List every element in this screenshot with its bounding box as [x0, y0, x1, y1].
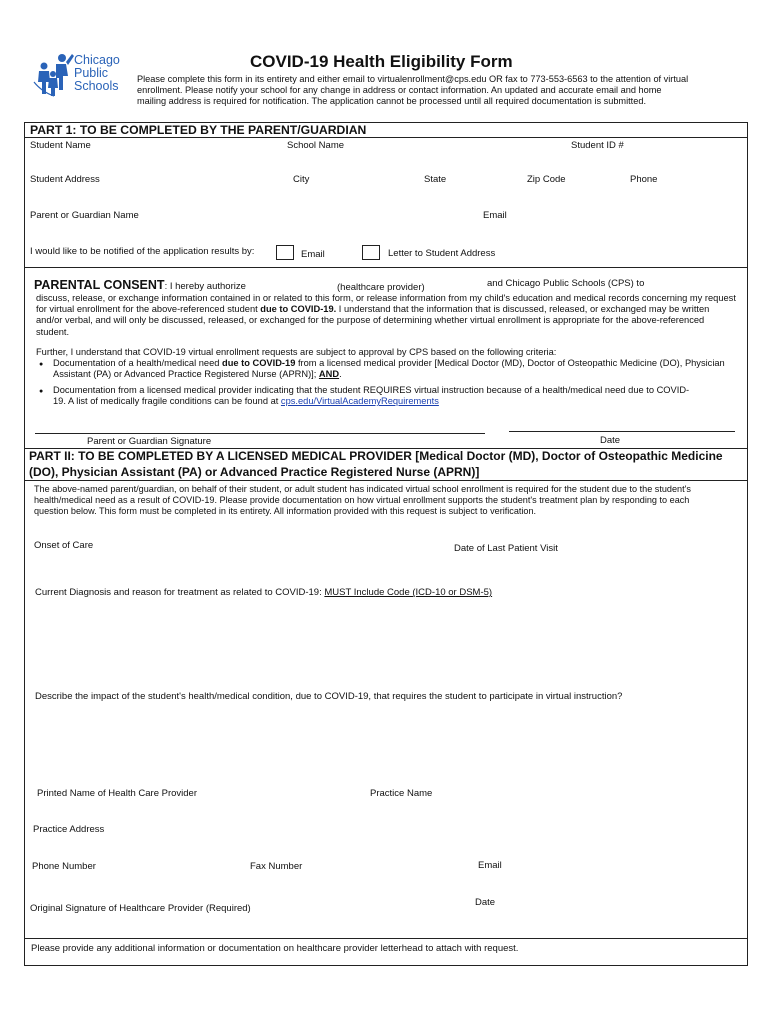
logo-text-1: Chicago: [74, 53, 120, 67]
parent-signature-label: Parent or Guardian Signature: [87, 436, 212, 447]
part2-intro: The above-named parent/guardian, on behalf of their student, or adult student has indicated virtual school enrollment is required for the student due to the student's health/medical need as a result of COVID-19. Please provide documentation on how virtual enrollment supports the student's treatment plan by responding to each question below. This form must be completed in its entirety. All information provided with this request is subject to verification.: [34, 484, 691, 516]
notify-letter-label: Letter to Student Address: [388, 248, 496, 259]
practice-name-label: Practice Name: [370, 788, 433, 799]
logo-text-3: Schools: [74, 79, 119, 93]
last-visit-label: Date of Last Patient Visit: [454, 543, 558, 554]
zip-label: Zip Code: [527, 174, 566, 185]
state-label: State: [424, 174, 447, 185]
cps-logo-figures: [32, 52, 78, 98]
student-address-label: Student Address: [30, 174, 100, 185]
notify-prompt: I would like to be notified of the application results by:: [30, 246, 255, 257]
form-container: [24, 122, 748, 966]
city-label: City: [293, 174, 310, 185]
diagnosis-code-note: MUST Include Code (ICD-10 or DSM-5): [324, 587, 493, 598]
student-name-label: Student Name: [30, 140, 91, 151]
virtual-academy-link[interactable]: cps.edu/VirtualAcademyRequirements: [280, 396, 439, 407]
consent-p1a: discuss, release, or exchange information contained in or related to this form, or release information from my child's education and medical records concerning my request for virtual enrollment for the above-referenced student: [36, 293, 736, 315]
provider-blank-label: (healthcare provider): [337, 282, 425, 293]
provider-fax-label: Fax Number: [250, 861, 303, 872]
phone-label: Phone: [630, 174, 658, 185]
criteria1-and: AND: [318, 369, 340, 380]
diagnosis-text: Current Diagnosis and reason for treatment as related to COVID-19:: [35, 587, 325, 598]
criteria1-a: Documentation of a health/medical need: [53, 358, 223, 368]
criteria1-bold: due to COVID-19: [222, 358, 296, 368]
diagnosis-label: [35, 587, 492, 599]
intro-text: Please complete this form in its entirety and either email to virtualenrollment@cps.edu OR fax to 773-553-6563 to the attention of virtual enrollment. Please notify your school for any change in address or contact information. An updated and accurate email and home mailing address is required for notification. The application cannot be processed until all required documentation is submitted.: [137, 74, 689, 106]
part1-heading: PART 1: TO BE COMPLETED BY THE PARENT/GUARDIAN: [30, 123, 367, 137]
consent-paragraph: [36, 293, 736, 338]
criteria2-a: Documentation from a licensed medical provider indicating that the student REQUIRES virtual instruction because of a health/medical need due to COVID-19. A list of medically fragile conditions can be found at: [53, 385, 690, 407]
provider-phone-label: Phone Number: [32, 861, 96, 872]
parent-date-label: Date: [600, 435, 621, 446]
criteria-item-1: [53, 358, 737, 380]
cps-logo: [32, 50, 132, 102]
consent-heading-row: [34, 276, 246, 294]
part2-heading: PART II: TO BE COMPLETED BY A LICENSED MEDICAL PROVIDER [Medical Doctor (MD), Doctor of Osteopathic Medicine (DO), Physician Assistant (PA) or Advanced Practice Registered Nurse (APRN)]: [29, 449, 723, 479]
parent-name-label: Parent or Guardian Name: [30, 210, 139, 221]
impact-label: Describe the impact of the student's health/medical condition, due to COVID-19, that requires the student to participate in virtual instruction?: [35, 691, 623, 702]
school-name-label: School Name: [287, 140, 345, 151]
consent-heading: PARENTAL CONSENT: [34, 278, 165, 292]
parent-date-line: [509, 431, 735, 432]
notify-email-checkbox[interactable]: [276, 245, 294, 260]
page-title: COVID-19 Health Eligibility Form: [250, 52, 513, 71]
onset-label: Onset of Care: [34, 540, 94, 551]
consent-criteria-intro: Further, I understand that COVID-19 virtual enrollment requests are subject to approval by CPS based on the following criteria:: [36, 347, 557, 357]
student-id-label: Student ID #: [571, 140, 624, 151]
criteria1-b: from a licensed medical provider [Medical Doctor (MD), Doctor of Osteopathic Medicine (DO), Physician Assistant (PA) or Advanced Practice Registered Nurse (APRN)];: [53, 358, 725, 380]
provider-signature-label: Original Signature of Healthcare Provider (Required): [30, 903, 251, 914]
criteria1-c: .: [339, 369, 342, 380]
parent-email-label: Email: [483, 210, 507, 221]
consent-authorize: : I hereby authorize: [164, 281, 246, 292]
parent-signature-line: [35, 433, 485, 434]
consent-p1b: I understand that the information that is discussed, released, or exchanged may be written and/or verbal, and will only be discussed, released, or exchanged for the purpose of determining whether virtual enrollment is appropriate for the above-referenced student.: [36, 304, 710, 337]
notify-email-label: Email: [301, 249, 325, 260]
provider-date-label: Date: [475, 897, 496, 908]
footer-note: Please provide any additional information or documentation on healthcare provider letterhead to attach with request.: [31, 943, 519, 954]
practice-address-label: Practice Address: [33, 824, 105, 835]
logo-text-2: Public: [74, 66, 109, 80]
consent-p1-bold: due to COVID-19.: [260, 304, 337, 315]
consent-and-cps: and Chicago Public Schools (CPS) to: [487, 278, 645, 289]
criteria-item-2: [53, 385, 693, 407]
notify-letter-checkbox[interactable]: [362, 245, 380, 260]
provider-email-label: Email: [478, 860, 502, 871]
provider-name-label: Printed Name of Health Care Provider: [37, 788, 197, 799]
